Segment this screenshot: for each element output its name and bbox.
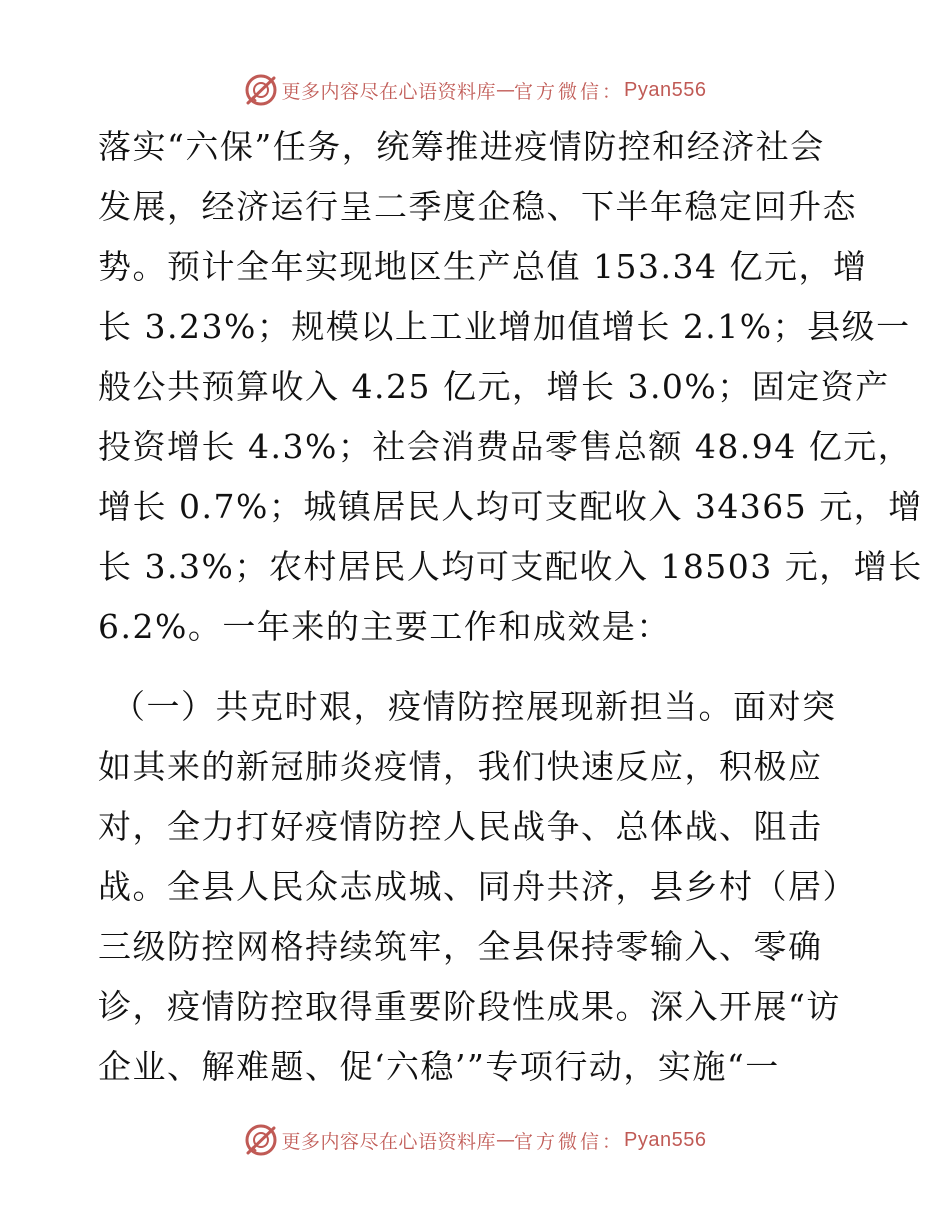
- text-line: 企业、解难题、促‘六稳’”专项行动，实施“一: [98, 1047, 780, 1086]
- brand-logo-icon: [244, 73, 278, 107]
- text-line: 长 3.23%；规模以上工业增加值增长 2.1%；县级一: [98, 307, 911, 346]
- text-line: 如其来的新冠肺炎疫情，我们快速反应，积极应: [98, 747, 823, 786]
- text-line: 诊，疫情防控取得重要阶段性成果。深入开展“访: [98, 987, 841, 1026]
- text-line: 投资增长 4.3%；社会消费品零售总额 48.94 亿元，: [98, 427, 913, 466]
- footer-brand-text: 更多内容尽在心语资料库: [281, 1130, 497, 1153]
- paragraph-1: [98, 117, 923, 657]
- document-body: [98, 117, 923, 1097]
- text-line: 增长 0.7%；城镇居民人均可支配收入 34365 元，增: [98, 487, 923, 526]
- text-line: （一）共克时艰，疫情防控展现新担当。面对突: [112, 687, 837, 726]
- paragraph-2: [98, 677, 888, 1097]
- text-line: 对，全力打好疫情防控人民战争、总体战、阻击: [98, 807, 823, 846]
- text-line: 势。预计全年实现地区生产总值 153.34 亿元，增: [98, 247, 868, 286]
- text-line: 落实“六保”任务，统筹推进疫情防控和经济社会: [98, 127, 825, 166]
- text-line: 战。全县人民众志成城、同舟共济，县乡村（居）: [98, 867, 857, 906]
- header-banner: [0, 70, 950, 110]
- text-line: 般公共预算收入 4.25 亿元，增长 3.0%；固定资产: [98, 367, 890, 406]
- footer-banner: [0, 1120, 950, 1160]
- header-wechat-label: 官方微信：: [514, 80, 625, 103]
- header-brand-text: 更多内容尽在心语资料库: [281, 80, 497, 103]
- text-line: 三级防控网格持续筑牢，全县保持零输入、零确: [98, 927, 823, 966]
- footer-wechat-id: Pyan556: [624, 1128, 707, 1151]
- footer-separator: —: [496, 1129, 515, 1151]
- header-wechat-id: Pyan556: [624, 78, 707, 101]
- footer-wechat-label: 官方微信：: [514, 1130, 625, 1153]
- header-separator: —: [496, 79, 515, 101]
- text-line: 长 3.3%；农村居民人均可支配收入 18503 元，增长: [98, 547, 923, 586]
- text-line: 发展，经济运行呈二季度企稳、下半年稳定回升态: [98, 187, 857, 226]
- brand-logo-icon: [244, 1123, 278, 1157]
- text-line: 6.2%。一年来的主要工作和成效是：: [98, 607, 671, 646]
- paragraph-gap: [98, 657, 888, 677]
